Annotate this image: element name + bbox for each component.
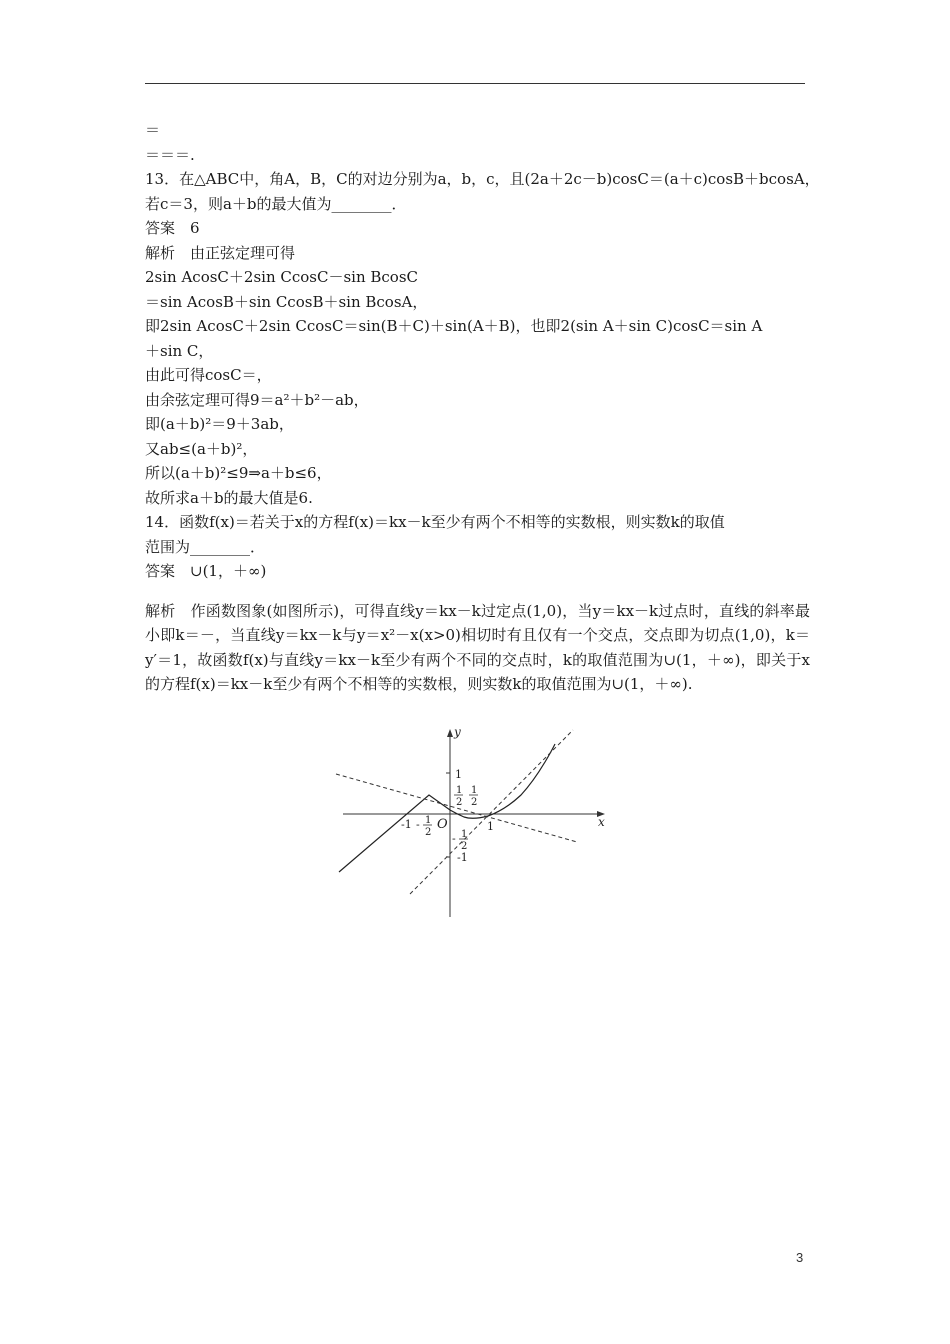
- svg-text:1: 1: [471, 785, 478, 796]
- origin-label: O: [437, 817, 448, 832]
- problem-13-statement: 13．在△ABC中，角A，B，C的对边分别为a，b，c，且(2a＋2c－b)cosC＝(a＋c)cosB＋bcosA，: [145, 170, 820, 188]
- problem-13-statement-cont: 若c＝3，则a＋b的最大值为________．: [145, 194, 407, 213]
- equation-line: 2sin AcosC＋2sin CcosC－sin BcosC: [145, 268, 419, 286]
- svg-text:-: -: [452, 832, 456, 845]
- text-line: ＝: [145, 121, 161, 139]
- tick-label-x-half: [469, 785, 478, 808]
- equation-line: 由此可得cosC＝，: [145, 366, 272, 384]
- answer-14: 答案 ∪(1，＋∞): [145, 562, 267, 580]
- equation-line: ＝sin AcosB＋sin CcosB＋sin BcosA，: [145, 292, 428, 311]
- function-curve: [339, 744, 555, 872]
- axis-label-y: y: [454, 725, 461, 739]
- equation-line: 即2sin AcosC＋2sin CcosC＝sin(B＋C)＋sin(A＋B)，也即2(sin A＋sin C)cosC＝sin A: [145, 317, 763, 335]
- svg-text:2: 2: [461, 841, 468, 852]
- tick-label-y-1: 1: [455, 768, 462, 781]
- svg-text:1: 1: [456, 785, 463, 796]
- problem-14-statement-cont: 范围为________．: [145, 537, 266, 556]
- equation-line: 所以(a＋b)²≤9⇒a＋b≤6，: [145, 464, 332, 482]
- equation-line: 又ab≤(a＋b)²，: [145, 439, 258, 458]
- svg-text:1: 1: [425, 815, 432, 826]
- header-rule: [145, 83, 805, 84]
- page-number: 3: [796, 1250, 804, 1265]
- axis-label-x: x: [598, 815, 605, 829]
- answer-13: 答案 6: [145, 219, 200, 237]
- y-axis-arrow: [447, 729, 453, 737]
- analysis-14: 解析 作函数图象(如图所示)，可得直线y＝kx－k过定点(1,0)，当y＝kx－k过点时，直线的斜率最小即k＝－，当直线y＝kx－k与y＝x²－x(x>0)相切时有且仅有一个交点，交点即为切点(1,0)，k＝y′＝1，故函数f(x)与直线y＝kx－k至少有两个不同的交点时，k的取值范围为∪(1，＋∞)，即关于x的方程f(x)＝kx－k至少有两个不相等的实数根，则实数k的取值范围为∪(1，＋∞).: [145, 601, 810, 693]
- dashed-line-tangent: [410, 730, 573, 894]
- text-line: ＝＝＝.: [145, 145, 195, 164]
- svg-text:2: 2: [456, 797, 463, 808]
- analysis-13-heading: 解析 由正弦定理可得: [145, 243, 296, 262]
- problem-14-statement: 14．函数f(x)＝若关于x的方程f(x)＝kx－k至少有两个不相等的实数根，则实数k的取值: [145, 513, 725, 531]
- svg-text:2: 2: [425, 827, 432, 838]
- tick-label-x-1: 1: [487, 820, 494, 833]
- tick-label-y-neg-half: [452, 829, 468, 852]
- conclusion-13: 故所求a＋b的最大值是6.: [145, 488, 313, 507]
- equation-line: ＋sin C，: [145, 341, 214, 360]
- svg-text:1: 1: [461, 829, 468, 840]
- tick-label-x-neg-1: -1: [401, 818, 412, 831]
- equation-line: 由余弦定理可得9＝a²＋b²－ab，: [145, 390, 369, 409]
- tick-label-y-half: [454, 785, 463, 808]
- equation-line: 即(a＋b)²＝9＋3ab，: [145, 415, 294, 433]
- function-graph-figure: [333, 722, 613, 922]
- tick-label-x-neg-half: [416, 815, 432, 838]
- svg-text:-: -: [416, 818, 420, 831]
- svg-text:2: 2: [471, 797, 478, 808]
- page-content: [145, 118, 820, 712]
- tick-label-y-neg-1: -1: [457, 851, 468, 864]
